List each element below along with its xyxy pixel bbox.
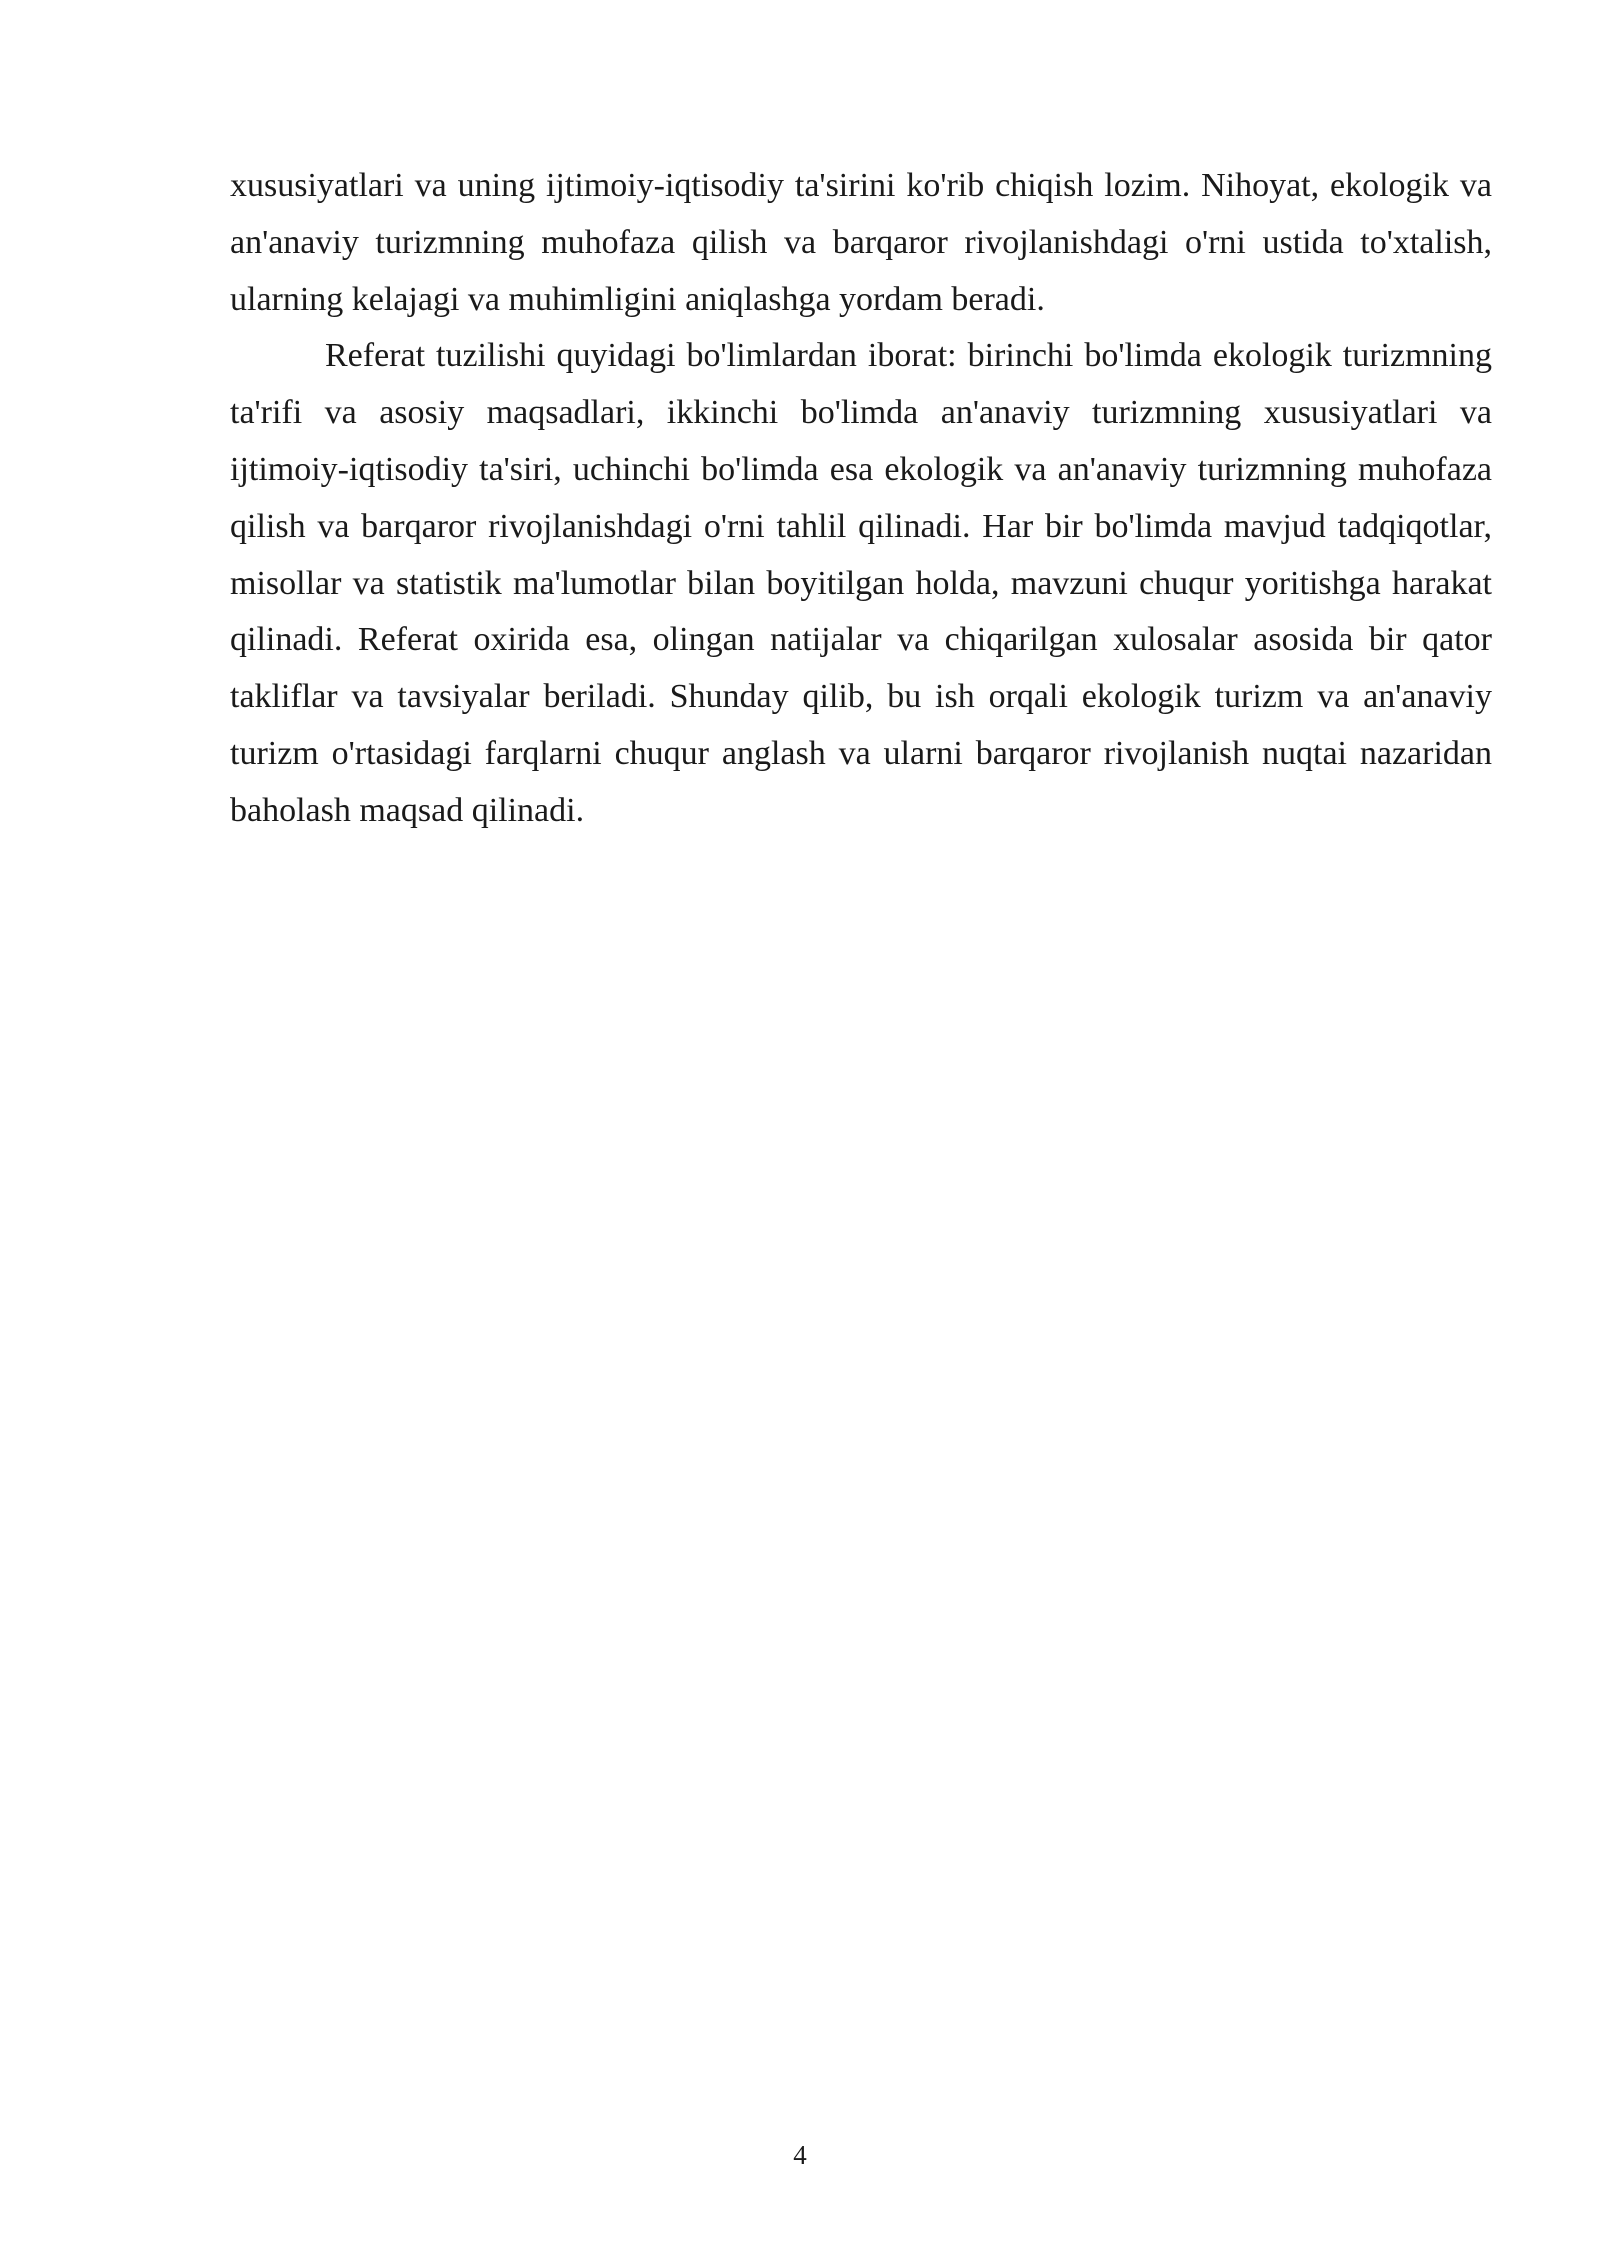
- page-number: 4: [793, 2140, 807, 2170]
- paragraph-continuation: xususiyatlari va uning ijtimoiy-iqtisodiy ta'sirini ko'rib chiqish lozim. Nihoyat, ekologik va an'anaviy turizmning muhofaza qilish va barqaror rivojlanishdagi o'rni ustida to'xtalish, ularning kelajagi va muhimligini aniqlashga yordam beradi.: [230, 167, 1492, 318]
- body-text: [230, 158, 1492, 840]
- paragraph-structure: Referat tuzilishi quyidagi bo'limlardan iborat: birinchi bo'limda ekologik turizmning ta'rifi va asosiy maqsadlari, ikkinchi bo'limda an'anaviy turizmning xususiyatlari va ijtimoiy-iqtisodiy ta'siri, uchinchi bo'limda esa ekologik va an'anaviy turizmning muhofaza qilish va barqaror rivojlanishdagi o'rni tahlil qilinadi. Har bir bo'limda mavjud tadqiqotlar, misollar va statistik ma'lumotlar bilan boyitilgan holda, mavzuni chuqur yoritishga harakat qilinadi. Referat oxirida esa, olingan natijalar va chiqarilgan xulosalar asosida bir qator takliflar va tavsiyalar beriladi. Shunday qilib, bu ish orqali ekologik turizm va an'anaviy turizm o'rtasidagi farqlarni chuqur anglash va ularni barqaror rivojlanish nuqtai nazaridan baholash maqsad qilinadi.: [230, 337, 1492, 829]
